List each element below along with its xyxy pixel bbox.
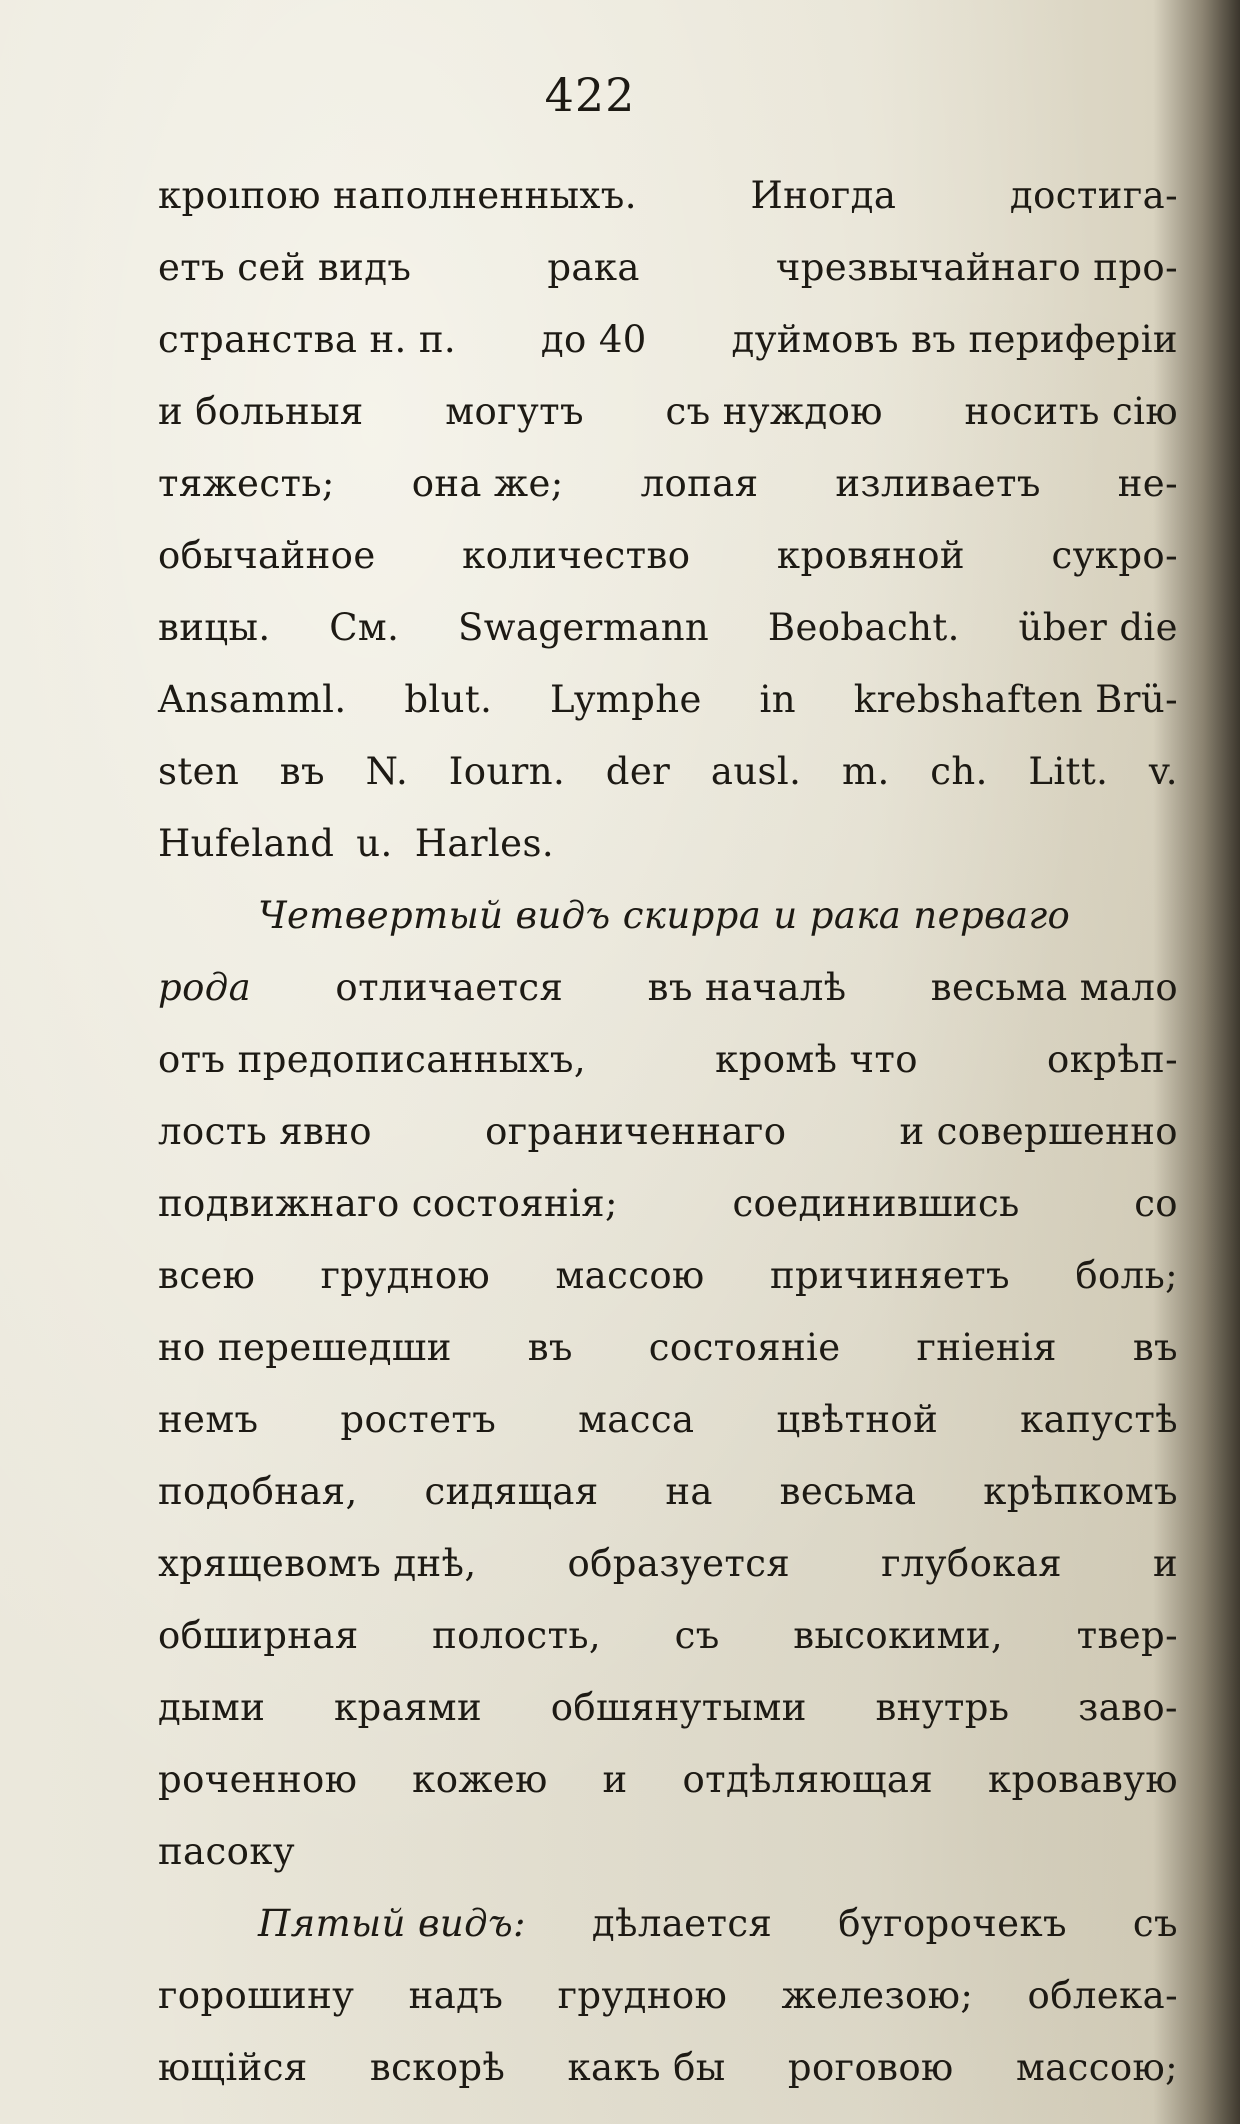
word: über die — [1018, 606, 1178, 649]
word: высокими, — [793, 1614, 1004, 1657]
word: обширная — [158, 1614, 359, 1657]
word: u. — [356, 822, 393, 865]
text-line — [158, 2032, 1178, 2104]
word: твер- — [1076, 1614, 1178, 1657]
text-line — [158, 1456, 1178, 1528]
word: Lymphe — [550, 678, 702, 721]
word: v. — [1148, 750, 1178, 793]
text-line — [158, 1096, 1178, 1168]
word: могутъ — [445, 390, 584, 433]
text-line — [158, 160, 1178, 232]
word: гніенія — [916, 1326, 1057, 1369]
word: массою — [555, 1254, 705, 1297]
text-line — [158, 1312, 1178, 1384]
word: на — [665, 1470, 713, 1513]
word: горошину — [158, 1974, 355, 2017]
word: Beobacht. — [767, 606, 960, 649]
word: съ — [674, 1614, 720, 1657]
word: массою; — [1015, 2046, 1178, 2089]
text-line — [158, 1744, 1178, 1816]
word: вицы. — [158, 606, 271, 649]
word: Иногда — [750, 174, 897, 217]
word: капустѣ — [1020, 1398, 1178, 1441]
word: съ нуждою — [665, 390, 883, 433]
page-number: 422 — [544, 68, 636, 122]
word: Iourn. — [448, 750, 566, 793]
word: и больныя — [158, 390, 364, 433]
word: blut. — [404, 678, 493, 721]
word: глубокая — [881, 1542, 1062, 1585]
word: подвижнаго состоянія; — [158, 1182, 618, 1225]
word: кожею — [412, 1758, 548, 1801]
word: krebshaften Brü- — [853, 678, 1178, 721]
word: См. — [329, 606, 400, 649]
word: кромѣ что — [715, 1038, 918, 1081]
word: она же; — [411, 462, 564, 505]
word: m. — [841, 750, 890, 793]
word: весьма мало — [930, 966, 1178, 1009]
text-line — [158, 664, 1178, 736]
italic-heading: Пятый видъ: — [258, 1902, 526, 1945]
word: отдѣляющая — [682, 1758, 934, 1801]
word: Hufeland — [158, 822, 335, 865]
word: пасоку — [158, 1830, 296, 1873]
word: цвѣтной — [776, 1398, 939, 1441]
word: дѣлается — [591, 1902, 773, 1945]
word: дыми — [158, 1686, 266, 1729]
word: количество — [462, 534, 691, 577]
word: въ — [1132, 1326, 1178, 1369]
text-line — [158, 1816, 1178, 1888]
word: лопая — [640, 462, 759, 505]
word: Litt. — [1028, 750, 1109, 793]
word: достига- — [1009, 174, 1178, 217]
text-line — [158, 520, 1178, 592]
word: Ansamml. — [158, 678, 347, 721]
italic-word: рода — [158, 966, 252, 1009]
word: подобная, — [158, 1470, 358, 1513]
text-line — [158, 448, 1178, 520]
word: ограниченнаго — [485, 1110, 787, 1153]
word: N. — [365, 750, 409, 793]
text-line — [158, 376, 1178, 448]
word: но перешедши — [158, 1326, 452, 1369]
word: крѣпкомъ — [983, 1470, 1178, 1513]
word: состояніе — [648, 1326, 841, 1369]
word: весьма — [779, 1470, 917, 1513]
word: въ — [279, 750, 325, 793]
word: причиняетъ — [769, 1254, 1010, 1297]
word: сукро- — [1051, 534, 1178, 577]
word: обычайное — [158, 534, 376, 577]
text-line — [158, 304, 1178, 376]
word: до 40 — [540, 318, 647, 361]
word: заво- — [1078, 1686, 1178, 1729]
word: немъ — [158, 1398, 259, 1441]
word: какъ бы — [567, 2046, 726, 2089]
word: сидящая — [424, 1470, 599, 1513]
word: надъ — [408, 1974, 504, 2017]
word: съ — [1132, 1902, 1178, 1945]
word: роченною — [158, 1758, 358, 1801]
word: боль; — [1075, 1254, 1178, 1297]
word: der — [605, 750, 671, 793]
word: странства н. п. — [158, 318, 457, 361]
word: образуется — [567, 1542, 791, 1585]
word: sten — [158, 750, 240, 793]
text-line — [158, 1384, 1178, 1456]
word: изливаетъ — [835, 462, 1041, 505]
word: обшянутыми — [550, 1686, 807, 1729]
word: Swagermann — [458, 606, 710, 649]
word: чрезвычайнаго про- — [775, 246, 1178, 289]
word: и совершенно — [899, 1110, 1178, 1153]
word: полость, — [432, 1614, 602, 1657]
text-line — [158, 1672, 1178, 1744]
text-line — [158, 1960, 1178, 2032]
word: окрѣп- — [1047, 1038, 1178, 1081]
text-line — [158, 1600, 1178, 1672]
word: краями — [333, 1686, 483, 1729]
word: кровавую — [987, 1758, 1178, 1801]
text-line — [158, 952, 1178, 1024]
word: дуймовъ въ периферіи — [731, 318, 1178, 361]
word: въ — [527, 1326, 573, 1369]
text-line — [158, 880, 1178, 952]
word: всею — [158, 1254, 256, 1297]
text-line — [158, 1888, 1178, 1960]
text-line — [158, 1168, 1178, 1240]
word: рака — [547, 246, 640, 289]
italic-heading: Четвертый видъ скирра и рака перваго — [258, 894, 1071, 937]
word: грудною — [557, 1974, 728, 2017]
word: тяжесть; — [158, 462, 335, 505]
word: и — [602, 1758, 628, 1801]
word: етъ сей видъ — [158, 246, 412, 289]
word: роговою — [787, 2046, 954, 2089]
text-line — [158, 1240, 1178, 1312]
text-line — [158, 1024, 1178, 1096]
text-line — [158, 736, 1178, 808]
word: лость явно — [158, 1110, 372, 1153]
word: хрящевомъ днѣ, — [158, 1542, 477, 1585]
word: носить сію — [964, 390, 1178, 433]
word: Harles. — [414, 822, 554, 865]
word: железою; — [781, 1974, 974, 2017]
word: и — [1152, 1542, 1178, 1585]
text-line — [158, 808, 1178, 880]
word: кроıпою наполненныхъ. — [158, 174, 637, 217]
word: не- — [1117, 462, 1178, 505]
word: отъ предописанныхъ, — [158, 1038, 586, 1081]
word: отличается — [335, 966, 564, 1009]
text-line — [158, 592, 1178, 664]
word: ростетъ — [340, 1398, 497, 1441]
text-line — [158, 232, 1178, 304]
word: облека- — [1027, 1974, 1178, 2017]
word: вскорѣ — [369, 2046, 506, 2089]
word: ausl. — [710, 750, 802, 793]
word: кровяной — [776, 534, 965, 577]
word: ющійся — [158, 2046, 308, 2089]
word: ch. — [930, 750, 988, 793]
word: in — [759, 678, 796, 721]
word: бугорочекъ — [838, 1902, 1067, 1945]
word: со — [1134, 1182, 1178, 1225]
word: масса — [578, 1398, 695, 1441]
word: внутрь — [875, 1686, 1010, 1729]
word: въ началѣ — [647, 966, 847, 1009]
body-text — [158, 160, 1178, 2104]
word: грудною — [320, 1254, 491, 1297]
word: соединившись — [732, 1182, 1020, 1225]
text-line — [158, 1528, 1178, 1600]
